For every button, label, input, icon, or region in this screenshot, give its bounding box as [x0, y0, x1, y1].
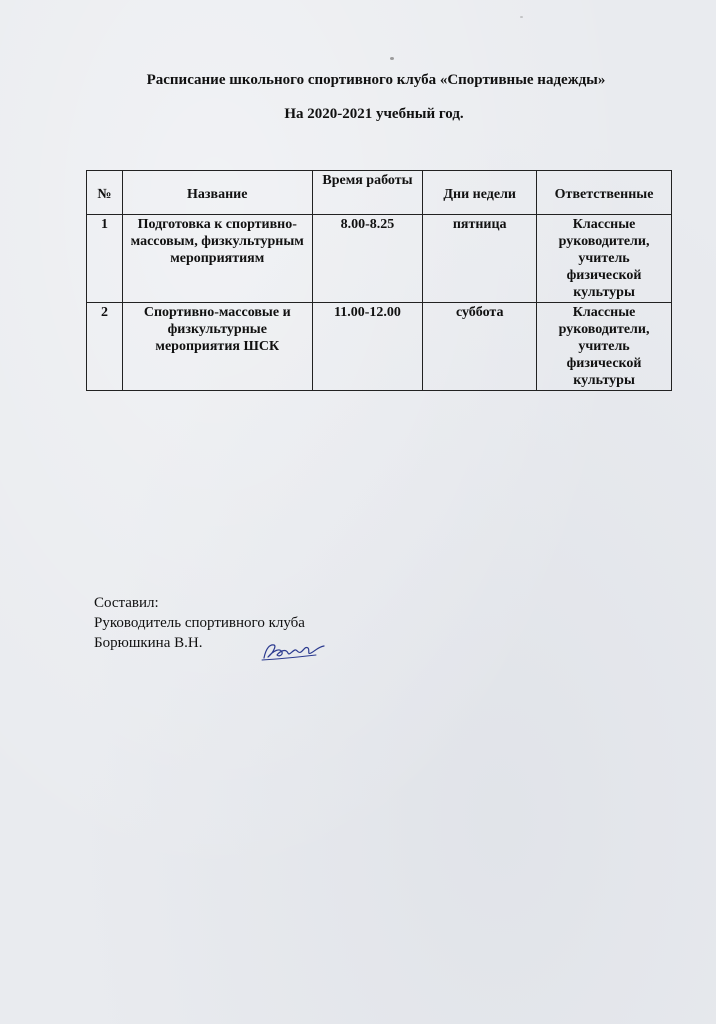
- cell-day: суббота: [423, 303, 537, 391]
- table-row: [87, 303, 672, 391]
- document-subtitle: На 2020-2021 учебный год.: [284, 106, 464, 122]
- header-time: Время работы: [312, 171, 423, 215]
- paper-speck: [390, 57, 394, 60]
- header-number: №: [87, 171, 123, 215]
- schedule-table: [86, 170, 672, 391]
- table-row: [87, 215, 672, 303]
- table-header-row: [87, 171, 672, 215]
- cell-name: Спортивно-массовые и физкультурные мероприятия ШСК: [122, 303, 312, 391]
- cell-responsible: Классные руководители, учитель физической культуры: [537, 303, 672, 391]
- document-title: Расписание школьного спортивного клуба «Спортивные надежды»: [146, 72, 606, 88]
- cell-time: 11.00-12.00: [312, 303, 423, 391]
- author-name: Борюшкина В.Н.: [94, 635, 203, 651]
- handwritten-signature: [258, 638, 330, 666]
- paper-speck: [520, 16, 523, 18]
- header-responsible: Ответственные: [537, 171, 672, 215]
- cell-responsible: Классные руководители, учитель физической культуры: [537, 215, 672, 303]
- compiled-label: Составил:: [94, 595, 159, 611]
- cell-name: Подготовка к спортивно-массовым, физкультурным мероприятиям: [122, 215, 312, 303]
- author-position: Руководитель спортивного клуба: [94, 615, 305, 631]
- header-name: Название: [122, 171, 312, 215]
- cell-number: 1: [87, 215, 123, 303]
- cell-day: пятница: [423, 215, 537, 303]
- header-days: Дни недели: [423, 171, 537, 215]
- cell-number: 2: [87, 303, 123, 391]
- cell-time: 8.00-8.25: [312, 215, 423, 303]
